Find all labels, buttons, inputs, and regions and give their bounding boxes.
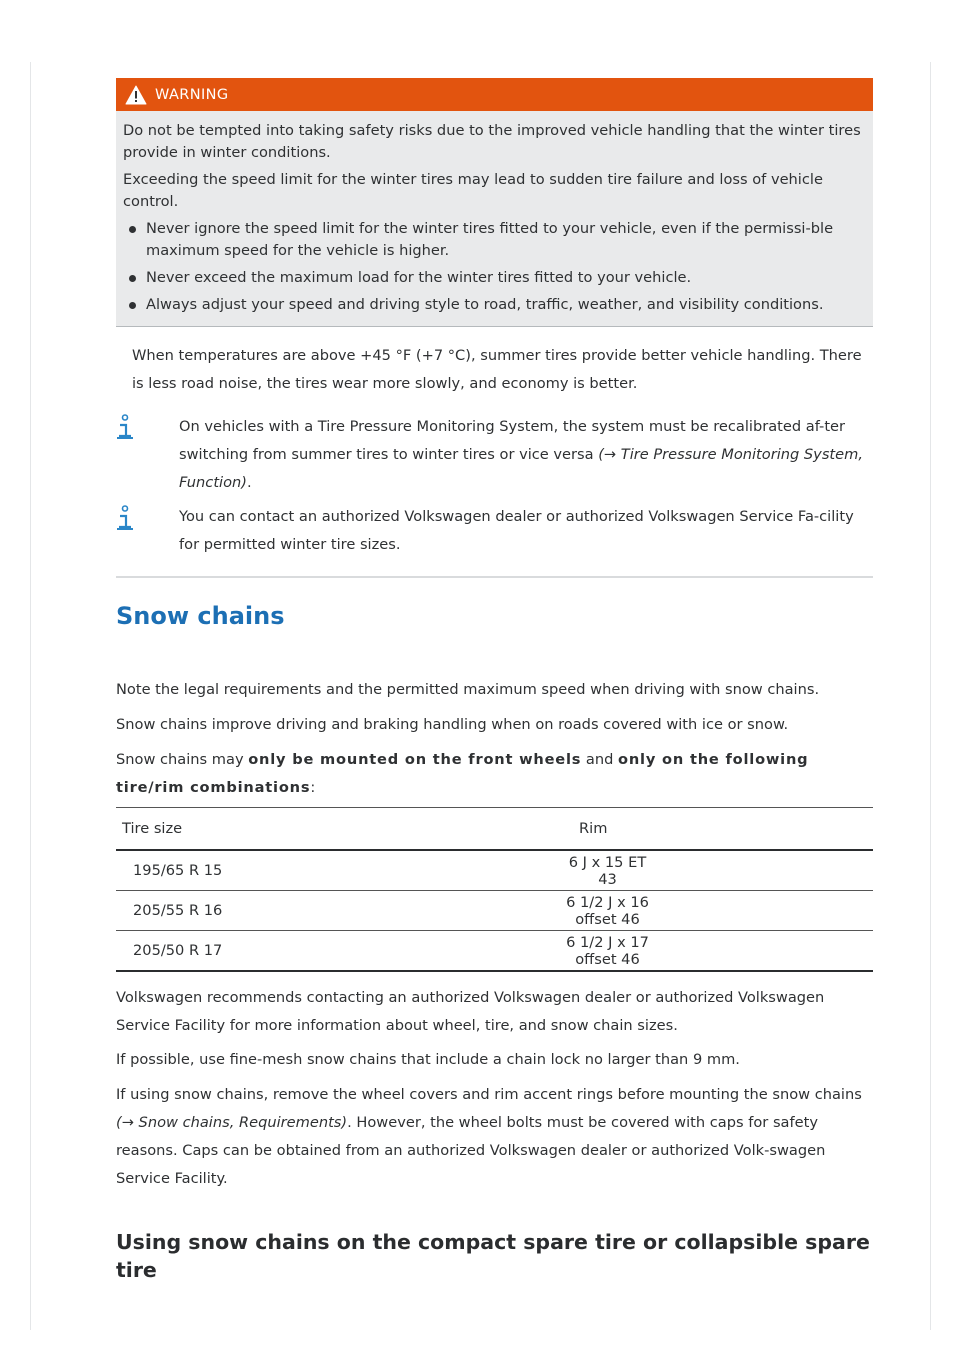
warning-triangle-icon [125, 85, 147, 105]
info-note [116, 503, 876, 559]
table-header-cell: Rim [562, 808, 873, 851]
subsection-heading: Using snow chains on the compact spare tire or collapsible spare tire [116, 1230, 870, 1282]
warning-bullet: Never exceed the maximum load for the winter tires fitted to your vehicle. [123, 267, 867, 289]
warning-paragraph: Exceeding the speed limit for the winter tires may lead to sudden tire failure and loss of vehicle control. [123, 171, 823, 210]
warning-header [116, 78, 873, 111]
text-run: Snow chains may [116, 751, 249, 768]
text-run: If using snow chains, remove the wheel covers and rim accent rings before mounting the snow chains [116, 1086, 862, 1103]
warning-bullet: Always adjust your speed and driving style to road, traffic, weather, and visibility conditions. [123, 294, 867, 316]
warning-paragraph: Do not be tempted into taking safety risks due to the improved vehicle handling that the winter tires provide in winter conditions. [123, 122, 861, 161]
section-title: Snow chains [116, 602, 285, 630]
note-reference[interactable]: (→ Tire Pressure Monitoring System, Function) [179, 446, 863, 491]
table-cell: 6 1/2 J x 17 offset 46 [562, 931, 873, 972]
note-text: You can contact an authorized Volkswagen dealer or authorized Volkswagen Service Fa-cility for permitted winter tire sizes. [179, 508, 854, 553]
section-paragraph [116, 746, 831, 802]
section-paragraph: Note the legal requirements and the permitted maximum speed when driving with snow chains. [116, 681, 820, 698]
section-paragraph: Snow chains improve driving and braking handling when on roads covered with ice or snow. [116, 716, 789, 733]
warning-box [116, 78, 873, 327]
table-cell: 6 1/2 J x 16 offset 46 [562, 891, 873, 931]
section-divider [116, 576, 873, 578]
table-cell: 195/65 R 15 [116, 850, 562, 891]
warning-body [116, 111, 873, 326]
table-row [116, 931, 873, 972]
body-paragraph [116, 1081, 873, 1193]
tire-rim-table [116, 807, 873, 972]
intro-paragraph: When temperatures are above +45 °F (+7 °C), summer tires provide better vehicle handling. There is less road noise, the tires wear more slowly, and economy is better. [132, 347, 862, 392]
table-cell: 205/50 R 17 [116, 931, 562, 972]
info-note [116, 413, 876, 497]
body-paragraph: If possible, use fine-mesh snow chains that include a chain lock no larger than 9 mm. [116, 1051, 740, 1068]
table-row [116, 891, 873, 931]
text-run: : [310, 779, 316, 796]
table-cell: 205/55 R 16 [116, 891, 562, 931]
table-header-cell: Tire size [116, 808, 562, 851]
warning-title: WARNING [155, 86, 229, 103]
emphasis-text: only be mounted on the front wheels [248, 751, 582, 768]
note-text: On vehicles with a Tire Pressure Monitoring System, the system must be recalibrated af-ter switching from summer tires to winter tires or vice versa [179, 418, 846, 463]
left-margin-line [30, 62, 31, 1330]
table-header-row [116, 808, 873, 851]
right-margin-line [930, 62, 931, 1330]
table-cell: 6 J x 15 ET 43 [562, 850, 873, 891]
table-row [116, 850, 873, 891]
info-icon [116, 414, 134, 440]
note-tail: . [246, 474, 252, 491]
text-run: . However, the wheel bolts must be covered with caps for safety reasons. Caps can be obtained from an authorized Volkswagen dealer or authorized Volk-swagen Service Facility. [116, 1114, 826, 1187]
emphasis-text: only on the following tire/rim combinations [116, 751, 809, 796]
warning-bullet: Never ignore the speed limit for the winter tires fitted to your vehicle, even if the permissi-ble maximum speed for the vehicle is higher. [123, 218, 867, 262]
text-run: and [581, 751, 619, 768]
info-icon [116, 505, 134, 531]
warning-list [123, 218, 867, 316]
body-paragraph: Volkswagen recommends contacting an authorized Volkswagen dealer or authorized Volkswagen Service Facility for more information about wheel, tire, and snow chain sizes. [116, 989, 825, 1034]
cross-reference-link[interactable]: (→ Snow chains, Requirements) [116, 1114, 348, 1131]
